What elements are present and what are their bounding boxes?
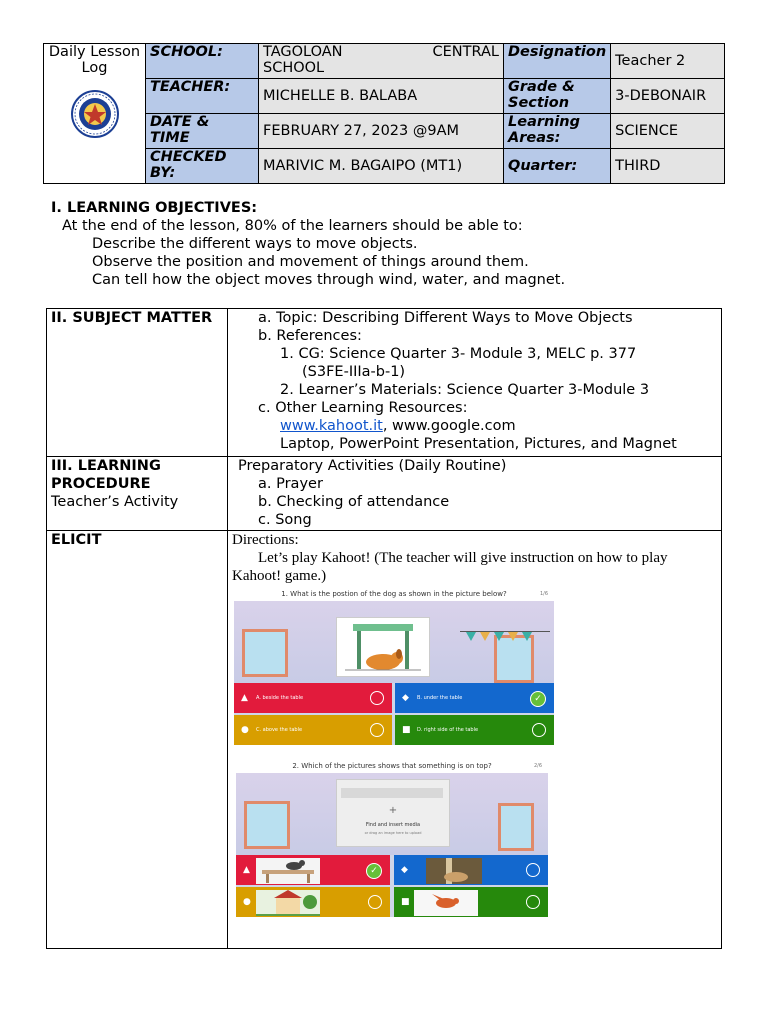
materials-line: Laptop, PowerPoint Presentation, Pictures, and Magnet [280,436,677,452]
question-text: 2. Which of the pictures shows that something is on top? [292,762,492,770]
grade-label: Grade & Section [504,79,611,114]
elicit-content [228,531,722,949]
reference-item: 2. Learner’s Materials: Science Quarter 3-Module 3 [280,382,650,398]
topic-line: a. Topic: Describing Different Ways to Move Objects [258,310,633,326]
unchecked-circle-icon [370,691,384,705]
correct-check-icon: ✓ [366,863,382,879]
circle-icon: ● [241,725,249,735]
checked-by-value: MARIVIC M. BAGAIPO (MT1) [259,149,504,184]
house-tree-image [256,890,320,916]
question-text: 1. What is the postion of the dog as shown in the picture below? [281,590,507,598]
flag-decoration [508,632,518,641]
preparatory-line: Preparatory Activities (Daily Routine) [238,458,507,474]
answer-text: A. beside the table [256,695,304,701]
document-title: Daily Lesson Log [48,44,141,76]
procedure-content [228,457,722,531]
deped-seal-icon [71,90,119,138]
unchecked-circle-icon [526,863,540,877]
unchecked-circle-icon [370,723,384,737]
flag-decoration [494,632,504,641]
correct-check-icon: ✓ [530,691,546,707]
dog-photo-image [426,858,482,884]
triangle-icon: ▲ [241,693,248,703]
classroom-background [234,601,554,683]
diamond-icon: ◆ [401,865,408,875]
other-resources-line: c. Other Learning Resources: [258,400,468,416]
school-label: SCHOOL: [146,44,259,79]
quarter-value: THIRD [611,149,725,184]
unchecked-circle-icon [368,895,382,909]
school-value [259,44,504,79]
objectives-intro: At the end of the lesson, 80% of the learners should be able to: [62,218,523,234]
routine-item: b. Checking of attendance [258,494,450,510]
window-decoration [498,803,534,851]
kahoot-question-2-screenshot [236,759,548,917]
media-subtitle: or drag an image here to upload [364,831,422,835]
learning-objectives [51,199,565,289]
directions-text: Kahoot! game.) [232,568,327,584]
date-label: DATE & TIME [146,114,259,149]
flag-decoration [466,632,476,641]
diamond-icon: ◆ [402,693,409,703]
designation-value: Teacher 2 [611,44,725,79]
kahoot-question-1-screenshot [234,587,554,745]
answer-option-green[interactable] [395,715,554,745]
grade-value: 3-DEBONAIR [611,79,725,114]
directions-text: Let’s play Kahoot! (The teacher will give instruction on how to play [258,550,668,566]
subject-matter-content [228,309,722,457]
answer-option-red[interactable] [236,855,390,885]
answer-text: D. right side of the table [417,727,479,733]
flag-decoration [522,632,532,641]
directions-label: Directions: [232,532,299,548]
references-line: b. References: [258,328,362,344]
teacher-activity-label: Teacher’s Activity [51,494,179,510]
cat-on-table-image [256,858,320,884]
objectives-heading: I. LEARNING OBJECTIVES: [51,200,258,216]
objective-item: Can tell how the object moves through wind, water, and magnet. [92,272,566,288]
objective-item: Describe the different ways to move objects. [92,236,418,252]
subject-matter-label: II. SUBJECT MATTER [47,309,228,457]
teacher-value: MICHELLE B. BALABA [259,79,504,114]
triangle-icon: ▲ [243,865,250,875]
answer-option-yellow[interactable] [234,715,392,745]
answer-option-red[interactable] [234,683,392,713]
question-number: 1/6 [539,591,548,597]
question-image [336,617,430,677]
title-cell [44,44,146,184]
question-bar [234,587,554,601]
flag-decoration [480,632,490,641]
school-name-part: SCHOOL [263,60,325,76]
kahoot-link[interactable]: www.kahoot.it [280,418,383,434]
unchecked-circle-icon [526,895,540,909]
reference-item: (S3FE-IIIa-b-1) [302,364,406,380]
teacher-label: TEACHER: [146,79,259,114]
procedure-label-cell [47,457,228,531]
date-value: FEBRUARY 27, 2023 @9AM [259,114,504,149]
school-name-part: CENTRAL [432,44,499,60]
header-table [43,43,725,184]
objective-item: Observe the position and movement of things around them. [92,254,529,270]
procedure-label: PROCEDURE [51,476,151,492]
classroom-background [236,773,548,855]
answer-option-yellow[interactable] [236,887,390,917]
question-bar [236,759,548,773]
learning-area-label: Learning Areas: [504,114,611,149]
resource-links [234,417,715,435]
answer-option-green[interactable] [394,887,548,917]
answer-option-blue[interactable] [395,683,554,713]
routine-item: c. Song [258,512,312,528]
school-name-part: TAGOLOAN [263,44,343,60]
answer-option-blue[interactable] [394,855,548,885]
reference-item: 1. CG: Science Quarter 3- Module 3, MELC p. 377 [280,346,637,362]
plus-icon: + [388,805,398,816]
square-icon: ■ [402,725,411,735]
media-picker-panel[interactable] [336,779,450,847]
bird-image [414,890,478,916]
media-thumbnail-strip [341,788,443,798]
window-decoration [242,629,288,677]
window-decoration [244,801,290,849]
checked-by-label: CHECKED BY: [146,149,259,184]
designation-label: Designation [504,44,611,79]
quarter-label: Quarter: [504,149,611,184]
learning-area-value: SCIENCE [611,114,725,149]
window-decoration [494,635,534,683]
lesson-table [46,308,722,949]
question-number: 2/6 [533,763,542,769]
media-title: Find and insert media [365,822,421,828]
google-link-text: , www.google.com [382,418,516,434]
circle-icon: ● [243,897,251,907]
unchecked-circle-icon [532,723,546,737]
answer-text: B. under the table [417,695,463,701]
procedure-label: III. LEARNING [51,458,161,474]
routine-item: a. Prayer [258,476,323,492]
dog-under-table-icon [337,618,429,676]
square-icon: ■ [401,897,410,907]
elicit-label: ELICIT [47,531,228,949]
answer-text: C. above the table [256,727,303,733]
